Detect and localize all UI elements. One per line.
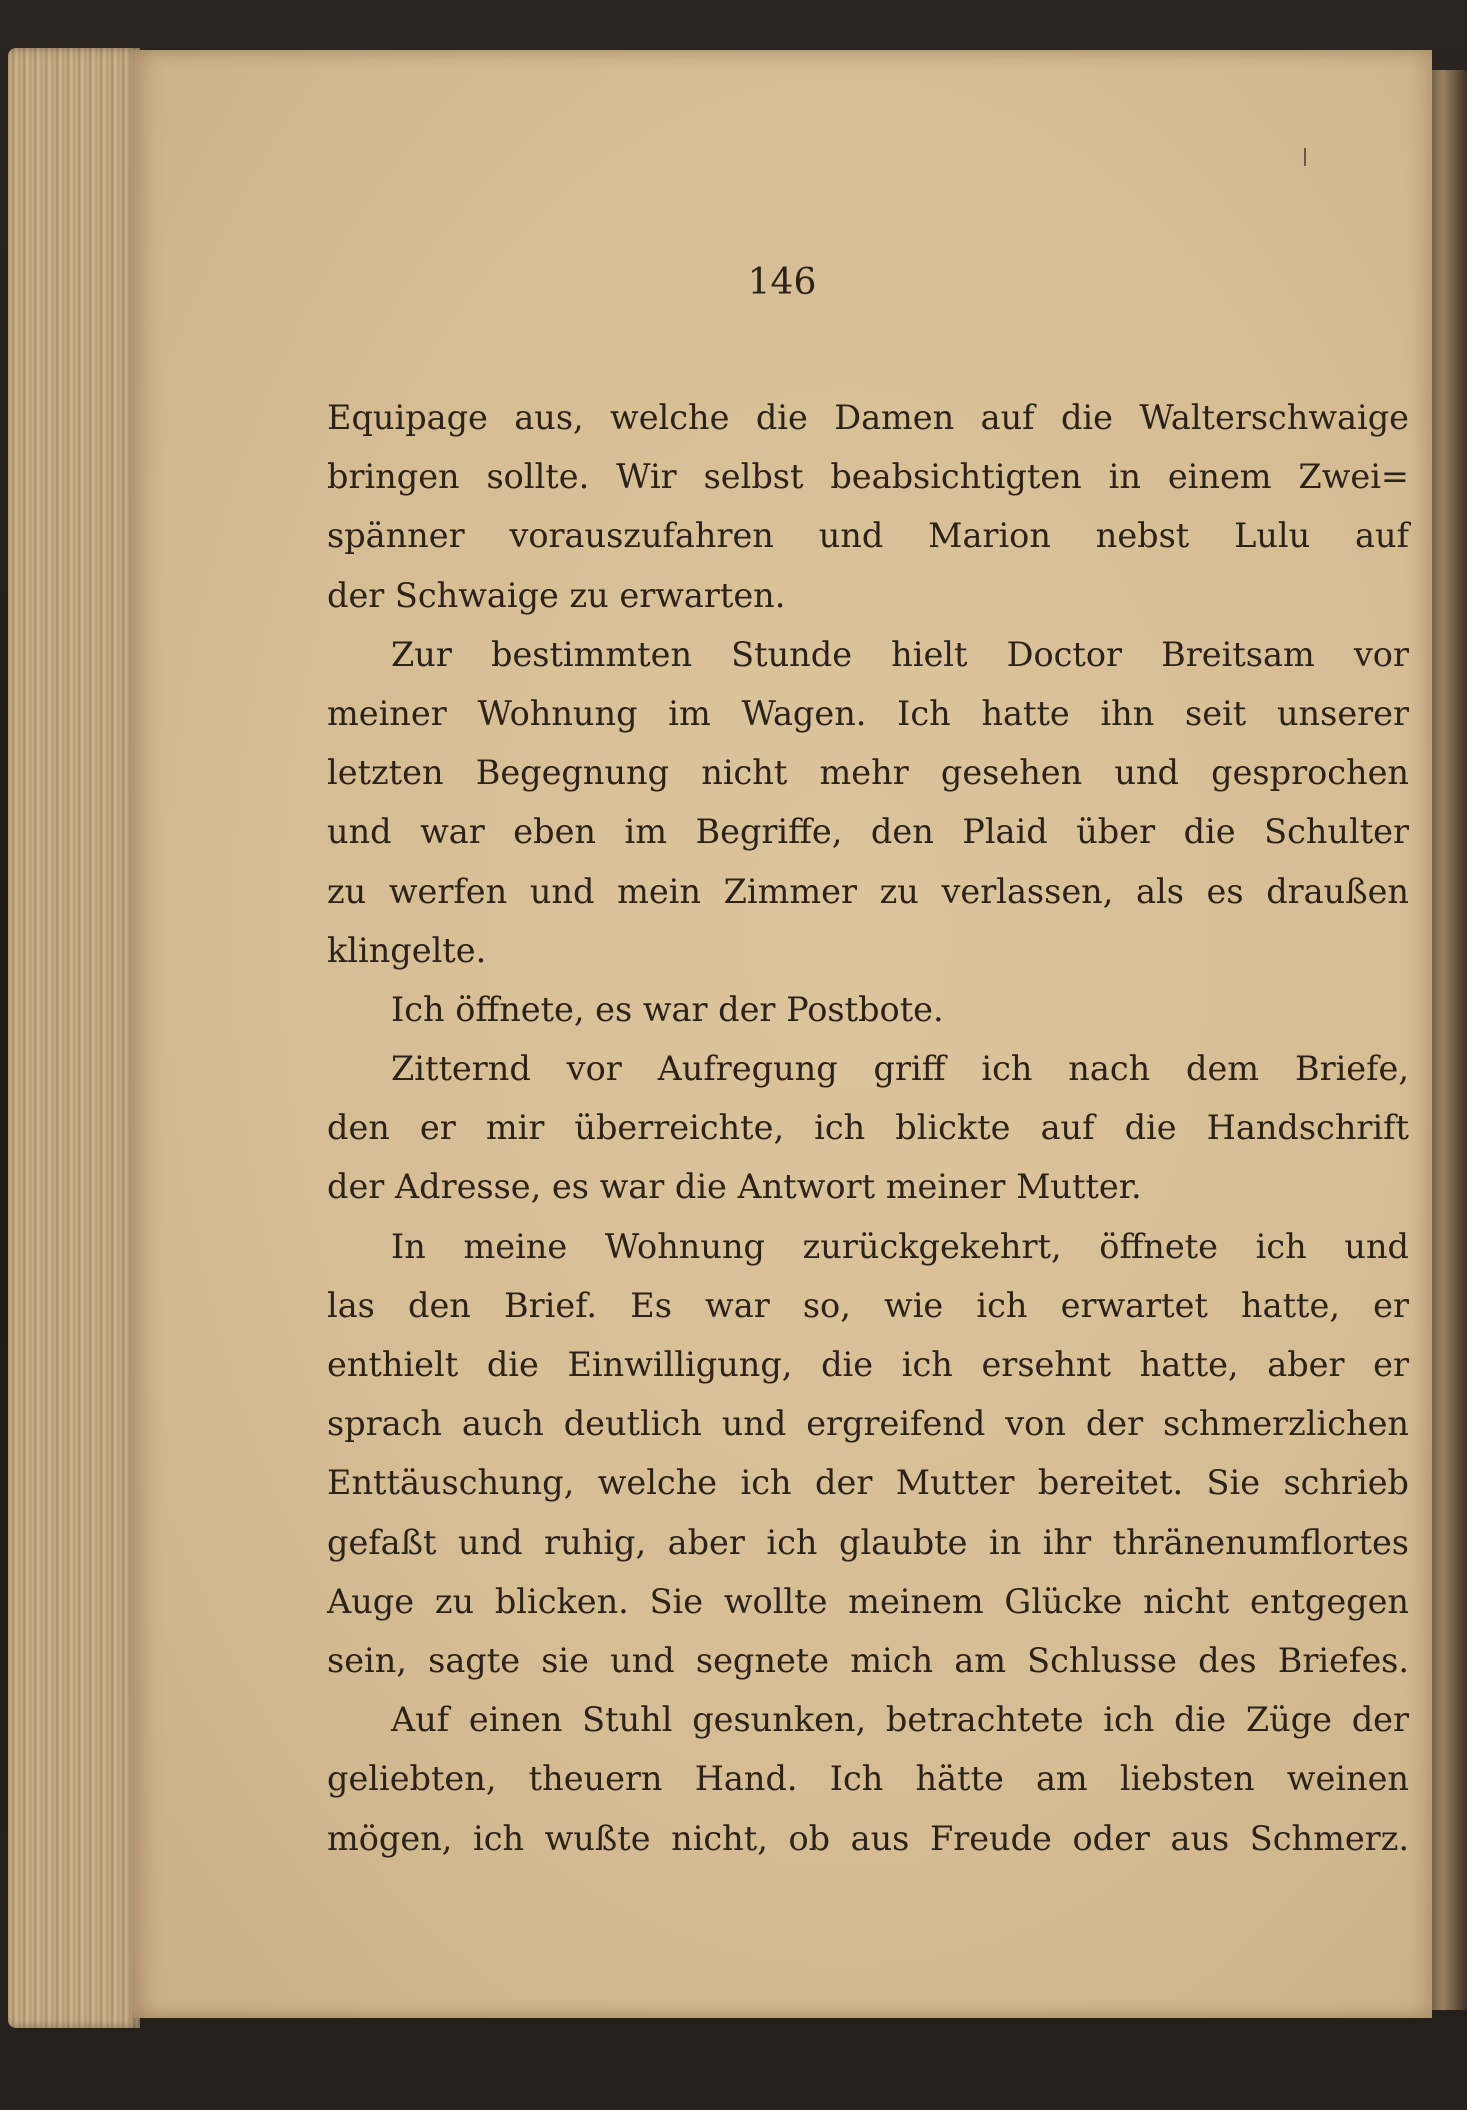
- book-page: [132, 50, 1432, 2018]
- text-line: letzten Begegnung nicht mehr gesehen und gesprochen: [327, 753, 1409, 793]
- text-line: Zur bestimmten Stunde hielt Doctor Breitsam vor: [391, 634, 1409, 674]
- body-text: [327, 388, 1409, 1868]
- text-line: mögen, ich wußte nicht, ob aus Freude oder aus Schmerz.: [327, 1818, 1409, 1858]
- paragraph: [327, 980, 1409, 1039]
- text-line: sein, sagte sie und segnete mich am Schlusse des Briefes.: [327, 1640, 1409, 1680]
- text-line: der Schwaige zu erwarten.: [327, 575, 786, 615]
- text-line: Auge zu blicken. Sie wollte meinem Glücke nicht entgegen: [327, 1581, 1409, 1621]
- text-line: enthielt die Einwilligung, die ich ersehnt hatte, aber er: [327, 1345, 1409, 1384]
- text-line: meiner Wohnung im Wagen. Ich hatte ihn seit unserer: [327, 693, 1409, 733]
- text-line: Equipage aus, welche die Damen auf die Walterschwaige: [327, 398, 1409, 437]
- page-number: 146: [747, 262, 817, 303]
- text-line: Ich öffnete, es war der Postbote.: [391, 989, 944, 1029]
- paragraph: [327, 1690, 1409, 1868]
- text-line: Enttäuschung, welche ich der Mutter bereitet. Sie schrieb: [327, 1463, 1409, 1503]
- text-line: spänner vorauszufahren und Marion nebst Lulu auf: [327, 516, 1409, 556]
- paragraph: [327, 388, 1409, 625]
- text-line: In meine Wohnung zurückgekehrt, öffnete ich und: [391, 1226, 1409, 1266]
- book-binding: [1430, 70, 1467, 2010]
- text-line: klingelte.: [327, 930, 487, 970]
- text-line: Auf einen Stuhl gesunken, betrachtete ich die Züge der: [391, 1700, 1409, 1740]
- text-line: geliebten, theuern Hand. Ich hätte am liebsten weinen: [327, 1759, 1409, 1799]
- text-line: bringen sollte. Wir selbst beabsichtigten in einem Zwei=: [327, 457, 1409, 497]
- text-line: und war eben im Begriffe, den Plaid über die Schulter: [327, 812, 1409, 852]
- text-line: der Adresse, es war die Antwort meiner Mutter.: [327, 1167, 1142, 1207]
- paper-mark: [1304, 148, 1306, 166]
- text-line: Zitternd vor Aufregung griff ich nach dem Briefe,: [391, 1049, 1409, 1089]
- text-line: den er mir überreichte, ich blickte auf die Handschrift: [327, 1108, 1409, 1148]
- text-line: zu werfen und mein Zimmer zu verlassen, als es draußen: [327, 871, 1409, 911]
- text-line: gefaßt und ruhig, aber ich glaubte in ihr thränenumflortes: [327, 1522, 1409, 1562]
- page-edges: [8, 48, 140, 2028]
- paragraph: [327, 625, 1409, 980]
- text-line: sprach auch deutlich und ergreifend von der schmerzlichen: [327, 1404, 1409, 1444]
- paragraph: [327, 1039, 1409, 1217]
- paragraph: [327, 1217, 1409, 1691]
- text-line: las den Brief. Es war so, wie ich erwartet hatte, er: [327, 1285, 1409, 1325]
